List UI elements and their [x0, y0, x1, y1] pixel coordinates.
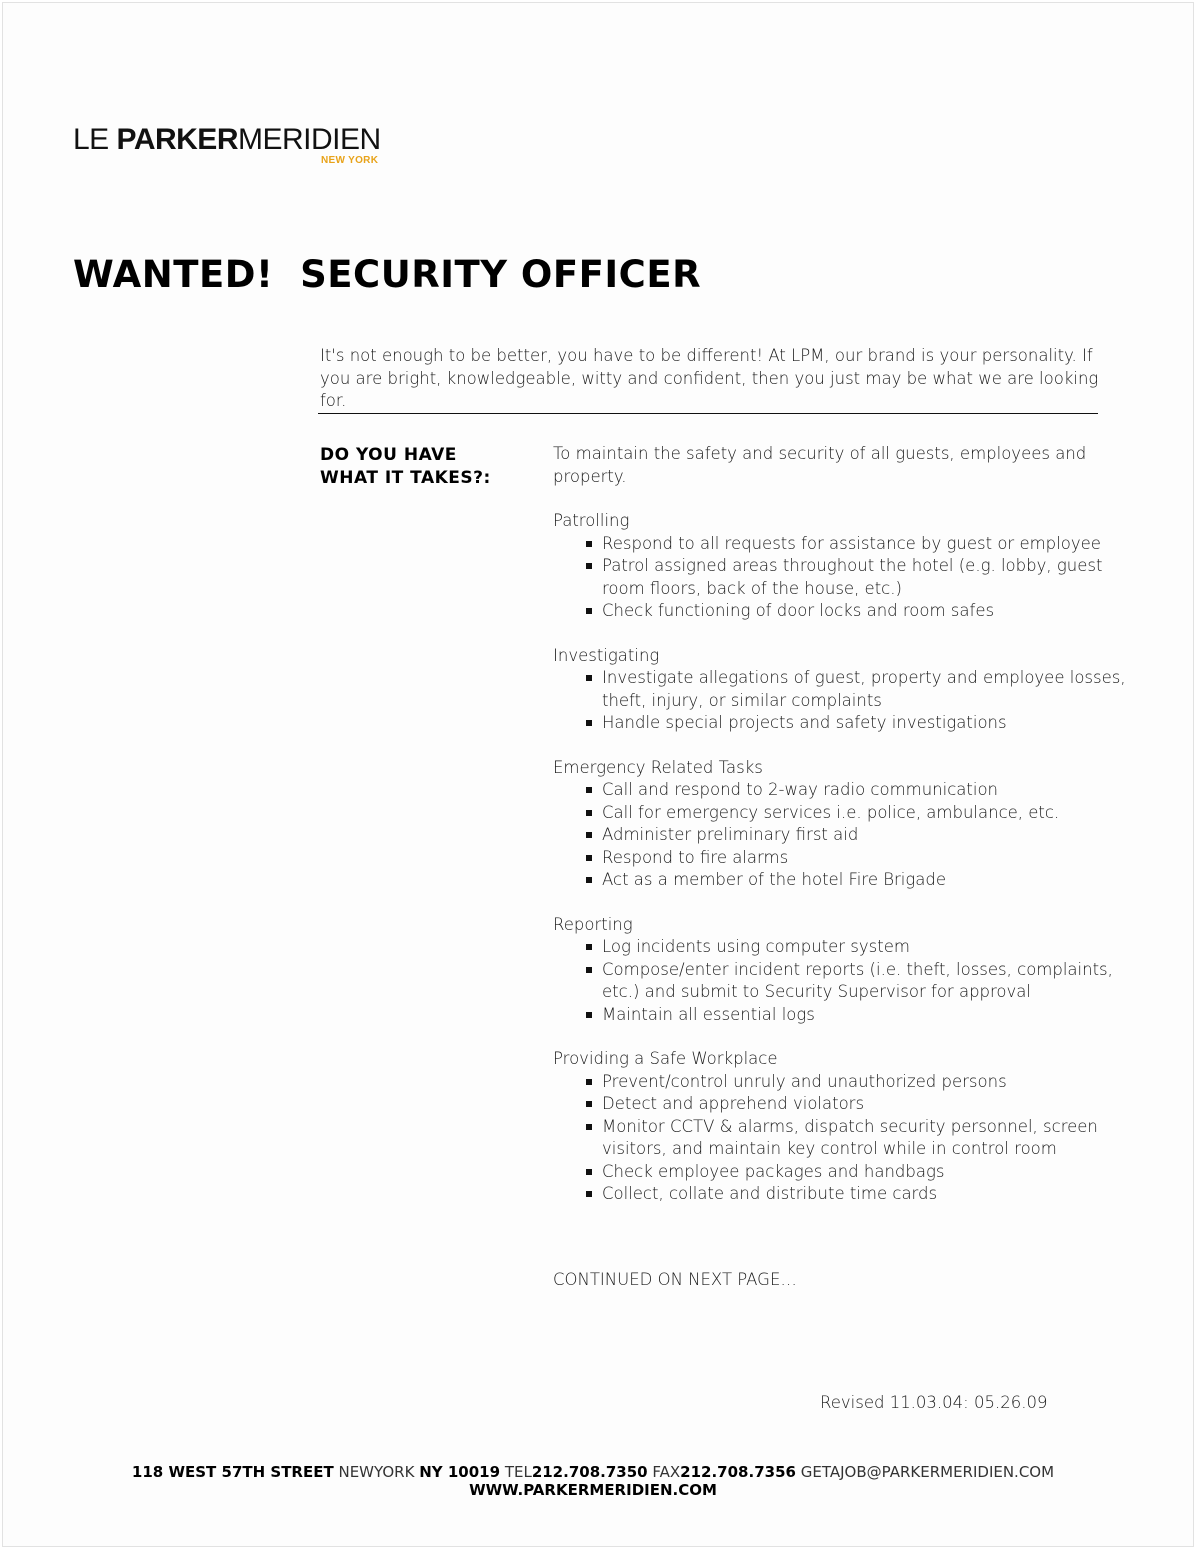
section-reporting	[553, 914, 1133, 1027]
list-item	[553, 600, 1133, 623]
list-item-text: Call and respond to 2-way radio communication	[602, 780, 999, 799]
section-safe-workplace	[553, 1048, 1133, 1206]
footer-fax: 212.708.7356	[680, 1463, 796, 1481]
list-item-text: Check employee packages and handbags	[602, 1161, 945, 1181]
list-item-text: Log incidents using computer system	[602, 937, 910, 956]
list-item-text: Investigate allegations of guest, property and employee losses, theft, injury, or similar complaints	[602, 668, 1126, 710]
footer-state-zip: NY 10019	[419, 1463, 501, 1481]
bullet-icon	[586, 608, 592, 614]
list-item-text: Respond to fire alarms	[602, 847, 789, 867]
list-item	[553, 1161, 1133, 1184]
bullet-icon	[586, 541, 592, 547]
list-item	[553, 712, 1133, 735]
footer-city: NEWYORK	[338, 1463, 415, 1481]
bullet-icon	[586, 877, 592, 883]
list-item-text: Handle special projects and safety investigations	[602, 713, 1007, 732]
footer-line-1	[3, 1463, 1183, 1481]
revision-date: Revised 11.03.04: 05.26.09	[820, 1393, 1048, 1412]
duty-list	[553, 1071, 1133, 1206]
list-item-text: Detect and apprehend violators	[602, 1094, 865, 1113]
continued-note: CONTINUED ON NEXT PAGE…	[553, 1270, 797, 1289]
duty-list	[553, 533, 1133, 623]
footer-contact	[3, 1463, 1183, 1499]
list-item-text: Call for emergency services i.e. police, ambulance, etc.	[602, 802, 1060, 822]
list-item	[553, 779, 1133, 802]
list-item	[553, 959, 1133, 1004]
footer-tel-label: TEL	[504, 1463, 532, 1481]
logo-le: LE	[73, 123, 117, 156]
bullet-icon	[586, 810, 592, 816]
list-item	[553, 847, 1133, 870]
list-item-text: Maintain all essential logs	[602, 1004, 815, 1024]
bullet-icon	[586, 563, 592, 569]
job-description	[553, 443, 1133, 1206]
logo-meridien: MERIDIEN	[237, 123, 381, 156]
footer-website: WWW.PARKERMERIDIEN.COM	[469, 1481, 717, 1499]
bullet-icon	[586, 1101, 592, 1107]
footer-fax-label: FAX	[652, 1463, 681, 1481]
list-item	[553, 1004, 1133, 1027]
hotel-logo	[73, 123, 381, 157]
logo-parker: PARKER	[116, 123, 238, 156]
footer-email: GETAJOB@PARKERMERIDIEN.COM	[800, 1463, 1055, 1481]
duty-list	[553, 779, 1133, 892]
footer-tel: 212.708.7350	[531, 1463, 648, 1481]
footer-line-2	[3, 1481, 1183, 1499]
bullet-icon	[586, 944, 592, 950]
bullet-icon	[586, 967, 592, 973]
section-investigating	[553, 645, 1133, 735]
list-item	[553, 1116, 1133, 1161]
section-heading: Providing a Safe Workplace	[553, 1049, 778, 1068]
section-heading: Emergency Related Tasks	[553, 757, 763, 777]
page-title: WANTED! SECURITY OFFICER	[73, 253, 702, 296]
list-item-text: Prevent/control unruly and unauthorized persons	[602, 1071, 1007, 1091]
bullet-icon	[586, 1079, 592, 1085]
duty-list	[553, 936, 1133, 1026]
section-emergency-tasks	[553, 757, 1133, 892]
bullet-icon	[586, 720, 592, 726]
logo-city: NEW YORK	[321, 155, 379, 166]
list-item	[553, 555, 1133, 600]
list-item	[553, 936, 1133, 959]
list-item	[553, 1093, 1133, 1116]
section-heading: Reporting	[553, 914, 633, 934]
list-item-text: Respond to all requests for assistance by guest or employee	[602, 533, 1101, 553]
bullet-icon	[586, 1012, 592, 1018]
list-item-text: Monitor CCTV & alarms, dispatch security personnel, screen visitors, and maintain key control while in control room	[602, 1116, 1098, 1158]
list-item-text: Patrol assigned areas throughout the hotel (e.g. lobby, guest room floors, back of the house, etc.)	[602, 556, 1103, 598]
bullet-icon	[586, 1124, 592, 1130]
bullet-icon	[586, 675, 592, 681]
list-item	[553, 824, 1133, 847]
section-heading: Patrolling	[553, 511, 630, 530]
summary: To maintain the safety and security of all guests, employees and property.	[553, 444, 1087, 486]
bullet-icon	[586, 832, 592, 838]
section-heading: Investigating	[553, 645, 660, 665]
divider	[318, 413, 1098, 414]
list-item	[553, 533, 1133, 556]
side-heading-line-1: DO YOU HAVE	[320, 445, 457, 465]
document-page	[2, 2, 1194, 1547]
list-item	[553, 667, 1133, 712]
list-item-text: Act as a member of the hotel Fire Brigade	[602, 870, 947, 889]
bullet-icon	[586, 855, 592, 861]
bullet-icon	[586, 1191, 592, 1197]
side-heading	[320, 444, 530, 490]
footer-street: 118 WEST 57TH STREET	[131, 1463, 334, 1481]
list-item-text: Check functioning of door locks and room safes	[602, 601, 995, 620]
list-item	[553, 1183, 1133, 1206]
list-item-text: Compose/enter incident reports (i.e. theft, losses, complaints, etc.) and submit to Security Supervisor for approval	[602, 959, 1113, 1001]
bullet-icon	[586, 1169, 592, 1175]
section-patrolling	[553, 510, 1133, 623]
side-heading-line-2: WHAT IT TAKES?:	[320, 468, 491, 488]
list-item	[553, 1071, 1133, 1094]
intro-paragraph: It's not enough to be better, you have to be different! At LPM, our brand is your personality. If you are bright, knowledgeable, witty and confident, then you just may be what we are looking for.	[320, 346, 1099, 410]
duty-list	[553, 667, 1133, 735]
list-item	[553, 802, 1133, 825]
bullet-icon	[586, 787, 592, 793]
list-item-text: Administer preliminary first aid	[602, 825, 859, 844]
list-item-text: Collect, collate and distribute time cards	[602, 1184, 938, 1203]
list-item	[553, 869, 1133, 892]
